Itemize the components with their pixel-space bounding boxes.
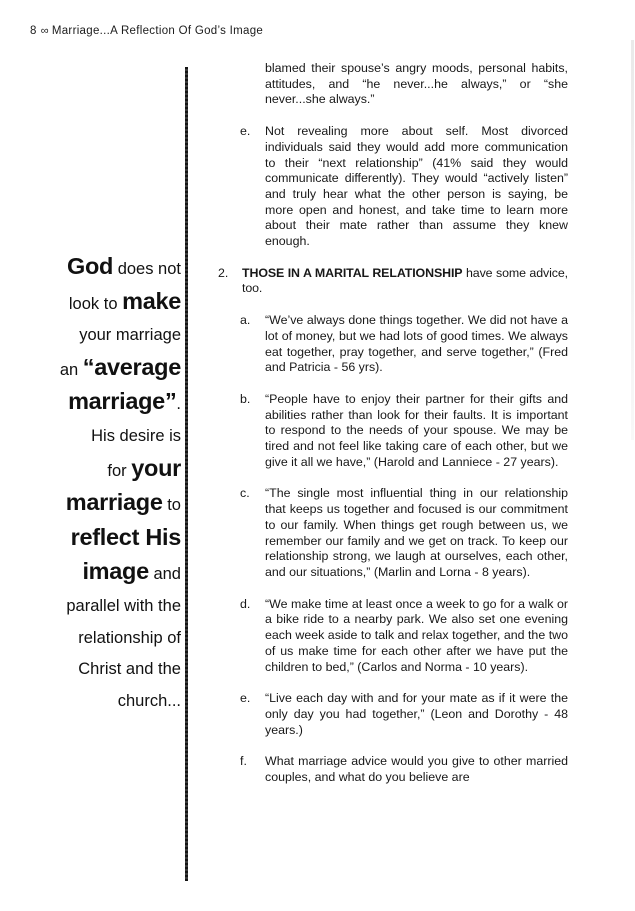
pull-quote-line — [16, 251, 181, 286]
running-header — [30, 25, 263, 37]
section-heading — [242, 266, 568, 297]
list-item-letter: e. — [240, 691, 251, 706]
pull-quote-line — [16, 487, 181, 522]
list-item-letter: b. — [240, 391, 251, 406]
pull-quote-line — [16, 320, 181, 352]
column-divider-rule — [185, 67, 188, 881]
list-item-text: “People have to enjoy their partner for their gifts and abilities rather than look for their faults. It is important to respond to the needs of your spouse. We may be tired and not feel like taking care of each other, but we give it all we have,” (Harold and Lanniece - 27 years). — [265, 391, 568, 469]
paragraph-continuation: blamed their spouse’s angry moods, personal habits, attitudes, and “he never...he always,” or “she never...she always.” — [265, 61, 568, 107]
pull-quote-line — [16, 591, 181, 623]
pull-quote-segment: look to — [68, 294, 123, 313]
pull-quote-segment: reflect His — [70, 523, 181, 550]
pull-quote-segment: God — [67, 253, 114, 279]
pull-quote-segment: relationship of — [78, 628, 181, 647]
advice-item-a — [213, 313, 568, 376]
pull-quote-segment: your marriage — [79, 326, 181, 345]
list-item-letter: c. — [240, 486, 250, 501]
pull-quote-segment: an — [59, 360, 83, 379]
list-item-text: Not revealing more about self. Most divorced individuals said they would add more communication to their “next relationship” (41% said they would communicate differently). They would “actively listen” and truly hear what the other person is saying, be more open and honest, and take time to learn more about their mate rather than assume they knew enough. — [265, 124, 568, 249]
pull-quote-segment: your — [131, 454, 181, 481]
pull-quote-segment: “average — [82, 353, 181, 380]
pull-quote-segment: marriage — [65, 489, 163, 516]
list-item-text: What marriage advice would you give to other married couples, and what do you believe are — [265, 754, 568, 785]
section-number: 2. — [218, 265, 229, 280]
list-item-letter: e. — [240, 124, 251, 139]
pull-quote-line — [16, 453, 181, 488]
pull-quote-segment: for — [107, 461, 132, 480]
page-number: 8 — [30, 25, 37, 37]
pull-quote-line — [16, 654, 181, 686]
advice-item-e — [213, 691, 568, 738]
pull-quote-line — [16, 286, 181, 321]
list-item-text: “We make time at least once a week to go for a walk or a bike ride to a nearby park. We also set one evening each week aside to talk and relax together, and the two of us make time for each other after we have put the children to bed,” (Carlos and Norma - 10 years). — [265, 596, 568, 674]
list-item-letter: a. — [240, 313, 251, 328]
book-title: Marriage...A Reflection Of God’s Image — [51, 25, 264, 37]
section-heading-bold: THOSE IN A MARITAL RELATIONSHIP — [242, 265, 463, 280]
section-heading-rest: have some advice, too. — [242, 265, 568, 296]
advice-item-d — [213, 597, 568, 676]
list-item-text: “Live each day with and for your mate as if it were the only day you had together,” (Leon and Dorothy - 48 years.) — [265, 691, 568, 737]
header-ornament-icon: ∞ — [40, 25, 49, 37]
pull-quote-segment: marriage” — [68, 388, 177, 415]
pull-quote-segment: image — [82, 558, 149, 585]
pull-quote-line — [16, 352, 181, 387]
body-column — [213, 61, 568, 786]
pull-quote — [16, 251, 181, 717]
list-item-text: “We’ve always done things together. We did not have a lot of money, but we had lots of good times. We always eat together, pray together, and serve together,” (Fred and Patricia - 56 yrs). — [265, 313, 568, 375]
section-2-row — [213, 266, 568, 297]
pull-quote-segment: does not — [113, 260, 181, 278]
list-item-letter: d. — [240, 596, 251, 611]
pull-quote-line — [16, 421, 181, 453]
pull-quote-segment: His desire is — [91, 426, 181, 445]
advice-item-b — [213, 392, 568, 471]
list-item-letter: f. — [240, 754, 247, 769]
pull-quote-line — [16, 522, 181, 557]
scan-edge-artifact — [631, 40, 634, 440]
pull-quote-line — [16, 556, 181, 591]
pull-quote-segment: parallel with the — [66, 596, 181, 615]
pull-quote-segment: to — [162, 496, 181, 515]
pull-quote-line — [16, 386, 181, 421]
pull-quote-segment: Christ and the — [78, 660, 181, 679]
pull-quote-line — [16, 686, 181, 718]
list-item-e — [213, 124, 568, 250]
pull-quote-segment: make — [122, 287, 181, 314]
advice-item-c — [213, 486, 568, 580]
pull-quote-segment: and — [148, 565, 181, 584]
list-item-text: “The single most influential thing in our relationship that keeps us together and focused is our commitment to our family. When things get rough between us, we remember our family and we get on track. To keep our relationship strong, we laugh at ourselves, each other, and our situations,” (Marlin and Lorna - 8 years). — [265, 486, 568, 579]
pull-quote-segment: . — [176, 395, 181, 414]
advice-item-f — [213, 754, 568, 785]
pull-quote-segment: church... — [117, 691, 181, 710]
pull-quote-line — [16, 623, 181, 655]
